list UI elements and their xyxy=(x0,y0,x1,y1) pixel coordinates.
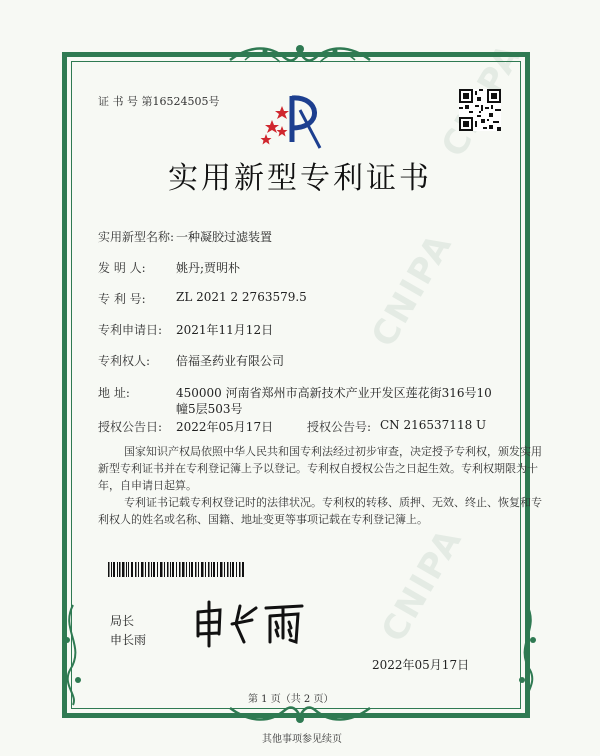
inventor-label: 发 明 人: xyxy=(98,261,146,275)
qr-code xyxy=(459,89,501,131)
address-label: 地 址: xyxy=(98,386,130,400)
certificate-number: 证 书 号 第16524505号 xyxy=(98,95,220,108)
grant-date-value: 2022年05月17日 xyxy=(176,420,274,434)
patentee-value: 倍福圣药业有限公司 xyxy=(176,354,285,368)
paragraph-2-line-1: 专利证书记载专利权登记时的法律状况。专利权的转移、质押、无效、终止、恢复和专 xyxy=(124,496,542,509)
inventor-value: 姚丹;贾明朴 xyxy=(176,261,241,275)
issue-date: 2022年05月17日 xyxy=(372,658,470,672)
address-line-2: 幢5层503号 xyxy=(176,402,243,416)
director-title: 局长 xyxy=(110,614,135,628)
barcode xyxy=(108,562,244,577)
page-indicator: 第 1 页（共 2 页） xyxy=(248,694,334,705)
patent-number-value: ZL 2021 2 2763579.5 xyxy=(176,290,307,304)
utility-model-name-value: 一种凝胶过滤装置 xyxy=(176,230,273,244)
director-name: 申长雨 xyxy=(110,633,147,647)
filing-date-label: 专利申请日: xyxy=(98,323,163,337)
watermark-bottom: CNIPA xyxy=(373,521,471,649)
paragraph-1-line-3: 年，自申请日起算。 xyxy=(98,479,197,492)
grant-date-label: 授权公告日: xyxy=(98,420,163,434)
patentee-label: 专利权人: xyxy=(98,354,151,368)
filing-date-value: 2021年11月12日 xyxy=(176,323,274,337)
bottom-note: 其他事项参见续页 xyxy=(262,734,342,745)
top-ornament xyxy=(225,40,375,70)
patent-number-label: 专 利 号: xyxy=(98,292,146,306)
grant-number-value: CN 216537118 U xyxy=(380,418,487,432)
address-line-1: 450000 河南省郑州市高新技术产业开发区莲花街316号10 xyxy=(176,386,492,400)
utility-model-name-label: 实用新型名称: xyxy=(98,230,175,244)
paragraph-1-line-1: 国家知识产权局依照中华人民共和国专利法经过初步审查，决定授予专利权，颁发实用 xyxy=(124,445,542,458)
paragraph-2-line-2: 利权人的姓名或名称、国籍、地址变更等事项记载在专利登记簿上。 xyxy=(98,513,428,526)
grant-number-label: 授权公告号: xyxy=(307,420,372,434)
paragraph-1-line-2: 新型专利证书并在专利登记簿上予以登记。专利权自授权公告之日起生效。专利权期限为十 xyxy=(98,462,538,475)
right-side-ornament xyxy=(512,600,542,710)
cnipa-logo xyxy=(258,92,328,150)
handwritten-signature xyxy=(190,598,310,650)
certificate-title: 实用新型专利证书 xyxy=(168,161,432,196)
left-side-ornament xyxy=(58,600,88,710)
watermark-middle: CNIPA xyxy=(363,226,461,354)
